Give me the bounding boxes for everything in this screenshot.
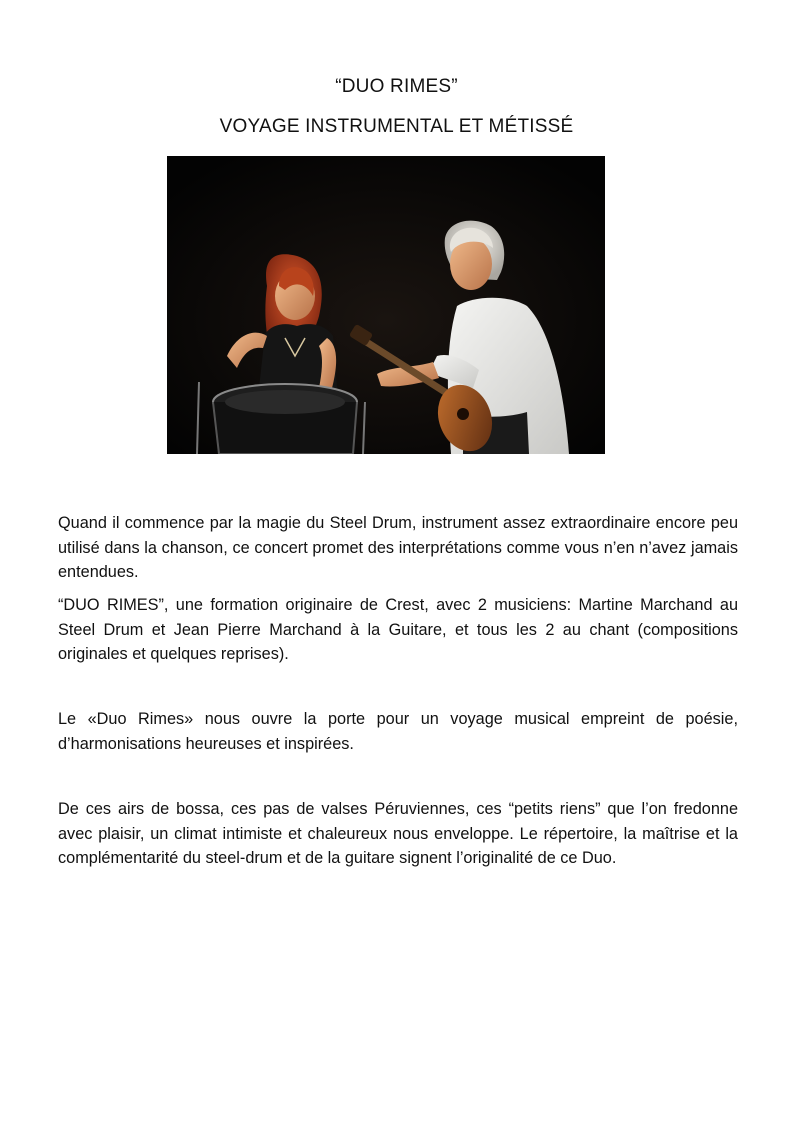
voyage-paragraph: Le «Duo Rimes» nous ouvre la porte pour un voyage musical empreint de poésie, d’harmonisations heureuses et inspirées. xyxy=(58,710,738,753)
duo-performers-photo xyxy=(167,156,605,454)
document-subtitle: VOYAGE INSTRUMENTAL ET MÉTISSÉ xyxy=(219,116,574,137)
document-title: “DUO RIMES” xyxy=(335,76,458,97)
formation-paragraph: “DUO RIMES”, une formation originaire de Crest, avec 2 musiciens: Martine Marchand au Steel Drum et Jean Pierre Marchand à la Guitare, et tous les 2 au chant (compositions originales et quelques reprises). xyxy=(58,596,738,663)
intro-paragraph: Quand il commence par la magie du Steel Drum, instrument assez extraordinaire encore peu utilisé dans la chanson, ce concert promet des interprétations comme vous n’en n’avez jamais entendues. xyxy=(58,514,738,581)
repertoire-paragraph: De ces airs de bossa, ces pas de valses Péruviennes, ces “petits riens” que l’on fredonne avec plaisir, un climat intimiste et chaleureux nous enveloppe. Le répertoire, la maîtrise et la complémentarité du steel-drum et de la guitare signent l’originalité de ce Duo. xyxy=(58,800,738,867)
steel-drum-icon xyxy=(197,382,365,454)
